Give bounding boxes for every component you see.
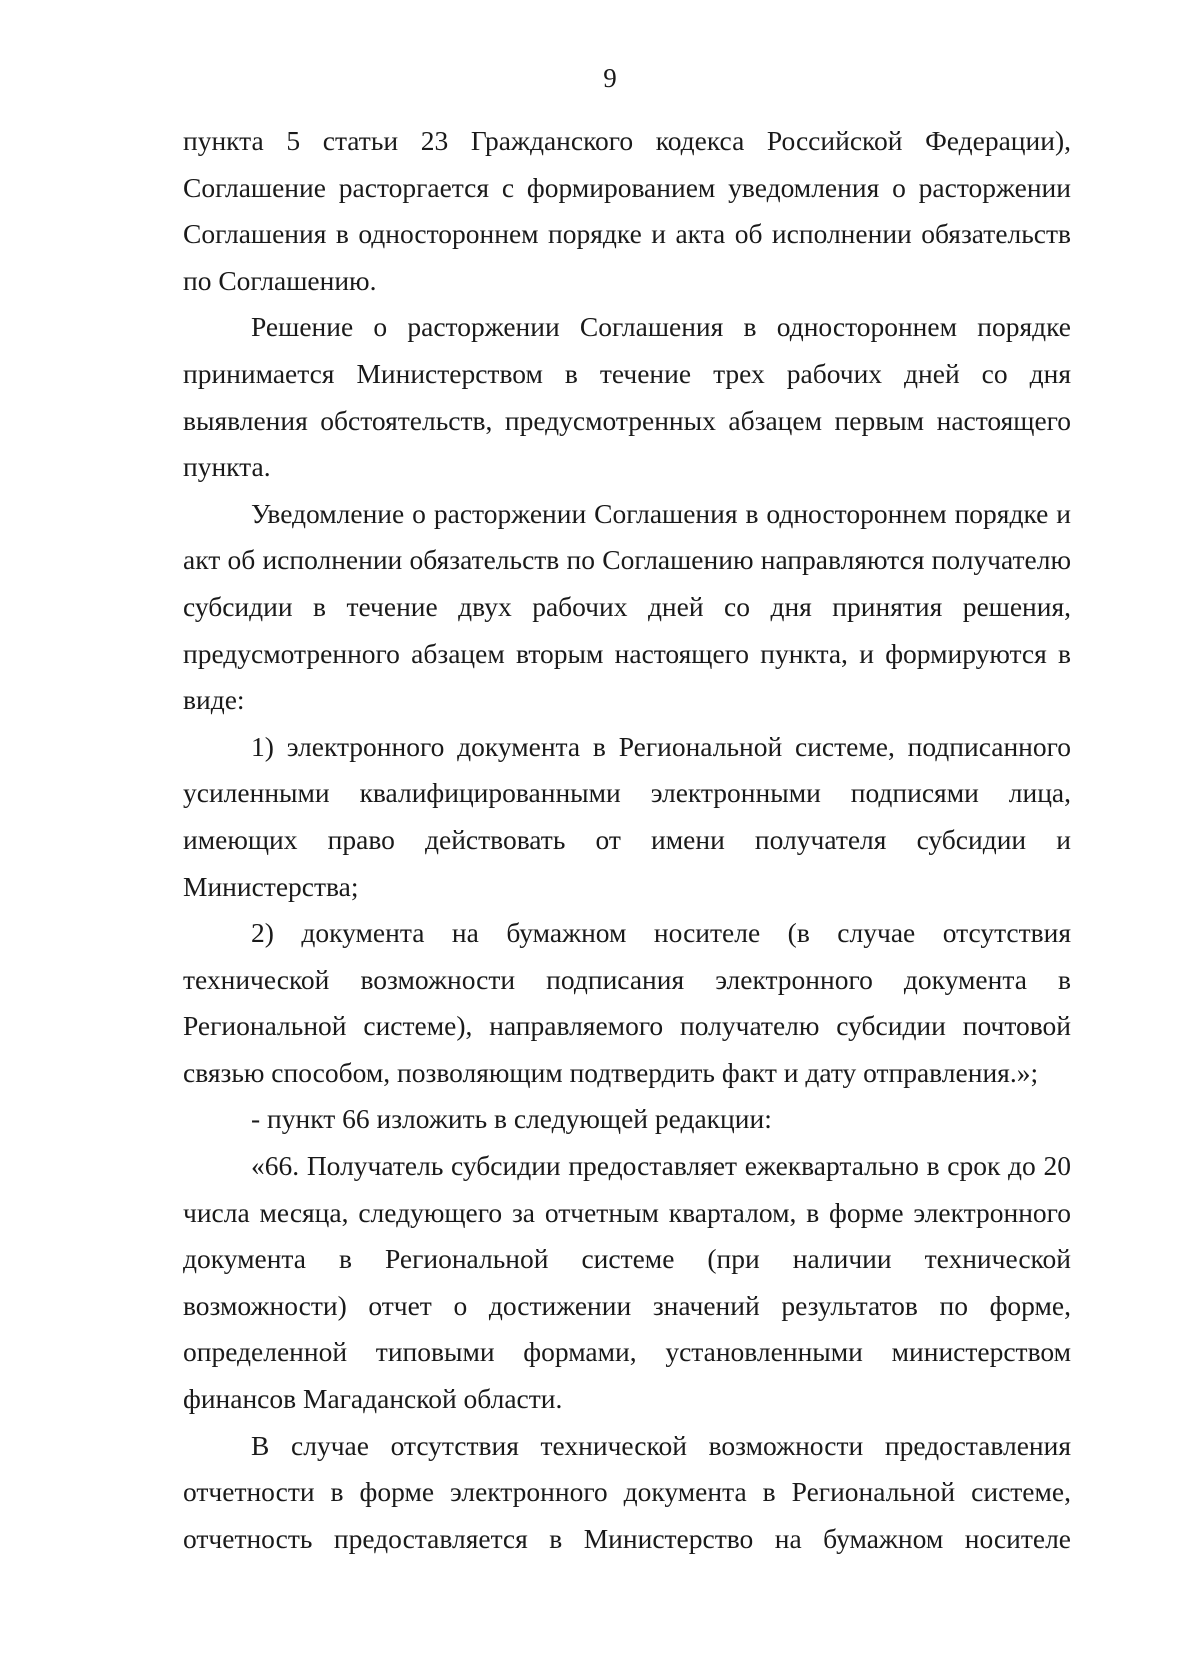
clause-66-paragraph: «66. Получатель субсидии предоставляет ежеквартально в срок до 20 числа месяца, следующего за отчетным кварталом, в форме электронного документа в Региональной системе (при наличии технической возможности) отчет о достижении значений результатов по форме, определенной типовыми формами, установленными министерством финансов Магаданской области. [183, 1150, 1071, 1415]
paragraph-1: пункта 5 статьи 23 Гражданского кодекса Российской Федерации), Соглашение расторгается с формированием уведомления о расторжении Соглашения в одностороннем порядке и акта об исполнении обязательств по Соглашению. [183, 125, 1071, 296]
list-item-1: 1) электронного документа в Региональной системе, подписанного усиленными квалифицированными электронными подписями лица, имеющих право действовать от имени получателя субсидии и Министерства; [183, 730, 1071, 902]
document-body [183, 118, 1071, 1562]
paragraph-2: Решение о расторжении Соглашения в одностороннем порядке принимается Министерством в течение трех рабочих дней со дня выявления обстоятельств, предусмотренных абзацем первым настоящего пункта. [183, 311, 1071, 483]
page-number: 9 [603, 63, 617, 93]
paragraph-3: Уведомление о расторжении Соглашения в одностороннем порядке и акт об исполнении обязательств по Соглашению направляются получателю субсидии в течение двух рабочих дней со дня принятия решения, предусмотренного абзацем вторым настоящего пункта, и формируются в виде: [183, 497, 1071, 716]
clause-66-continuation: В случае отсутствия технической возможности предоставления отчетности в форме электронного документа в Региональной системе, отчетность предоставляется в Министерство на бумажном носителе [183, 1429, 1071, 1554]
amendment-instruction: - пункт 66 изложить в следующей редакции: [251, 1103, 772, 1135]
list-item-2: 2) документа на бумажном носителе (в случае отсутствия технической возможности подписания электронного документа в Региональной системе), направляемого получателю субсидии почтовой связью способом, позволяющим подтвердить факт и дату отправления.»; [183, 917, 1071, 1088]
